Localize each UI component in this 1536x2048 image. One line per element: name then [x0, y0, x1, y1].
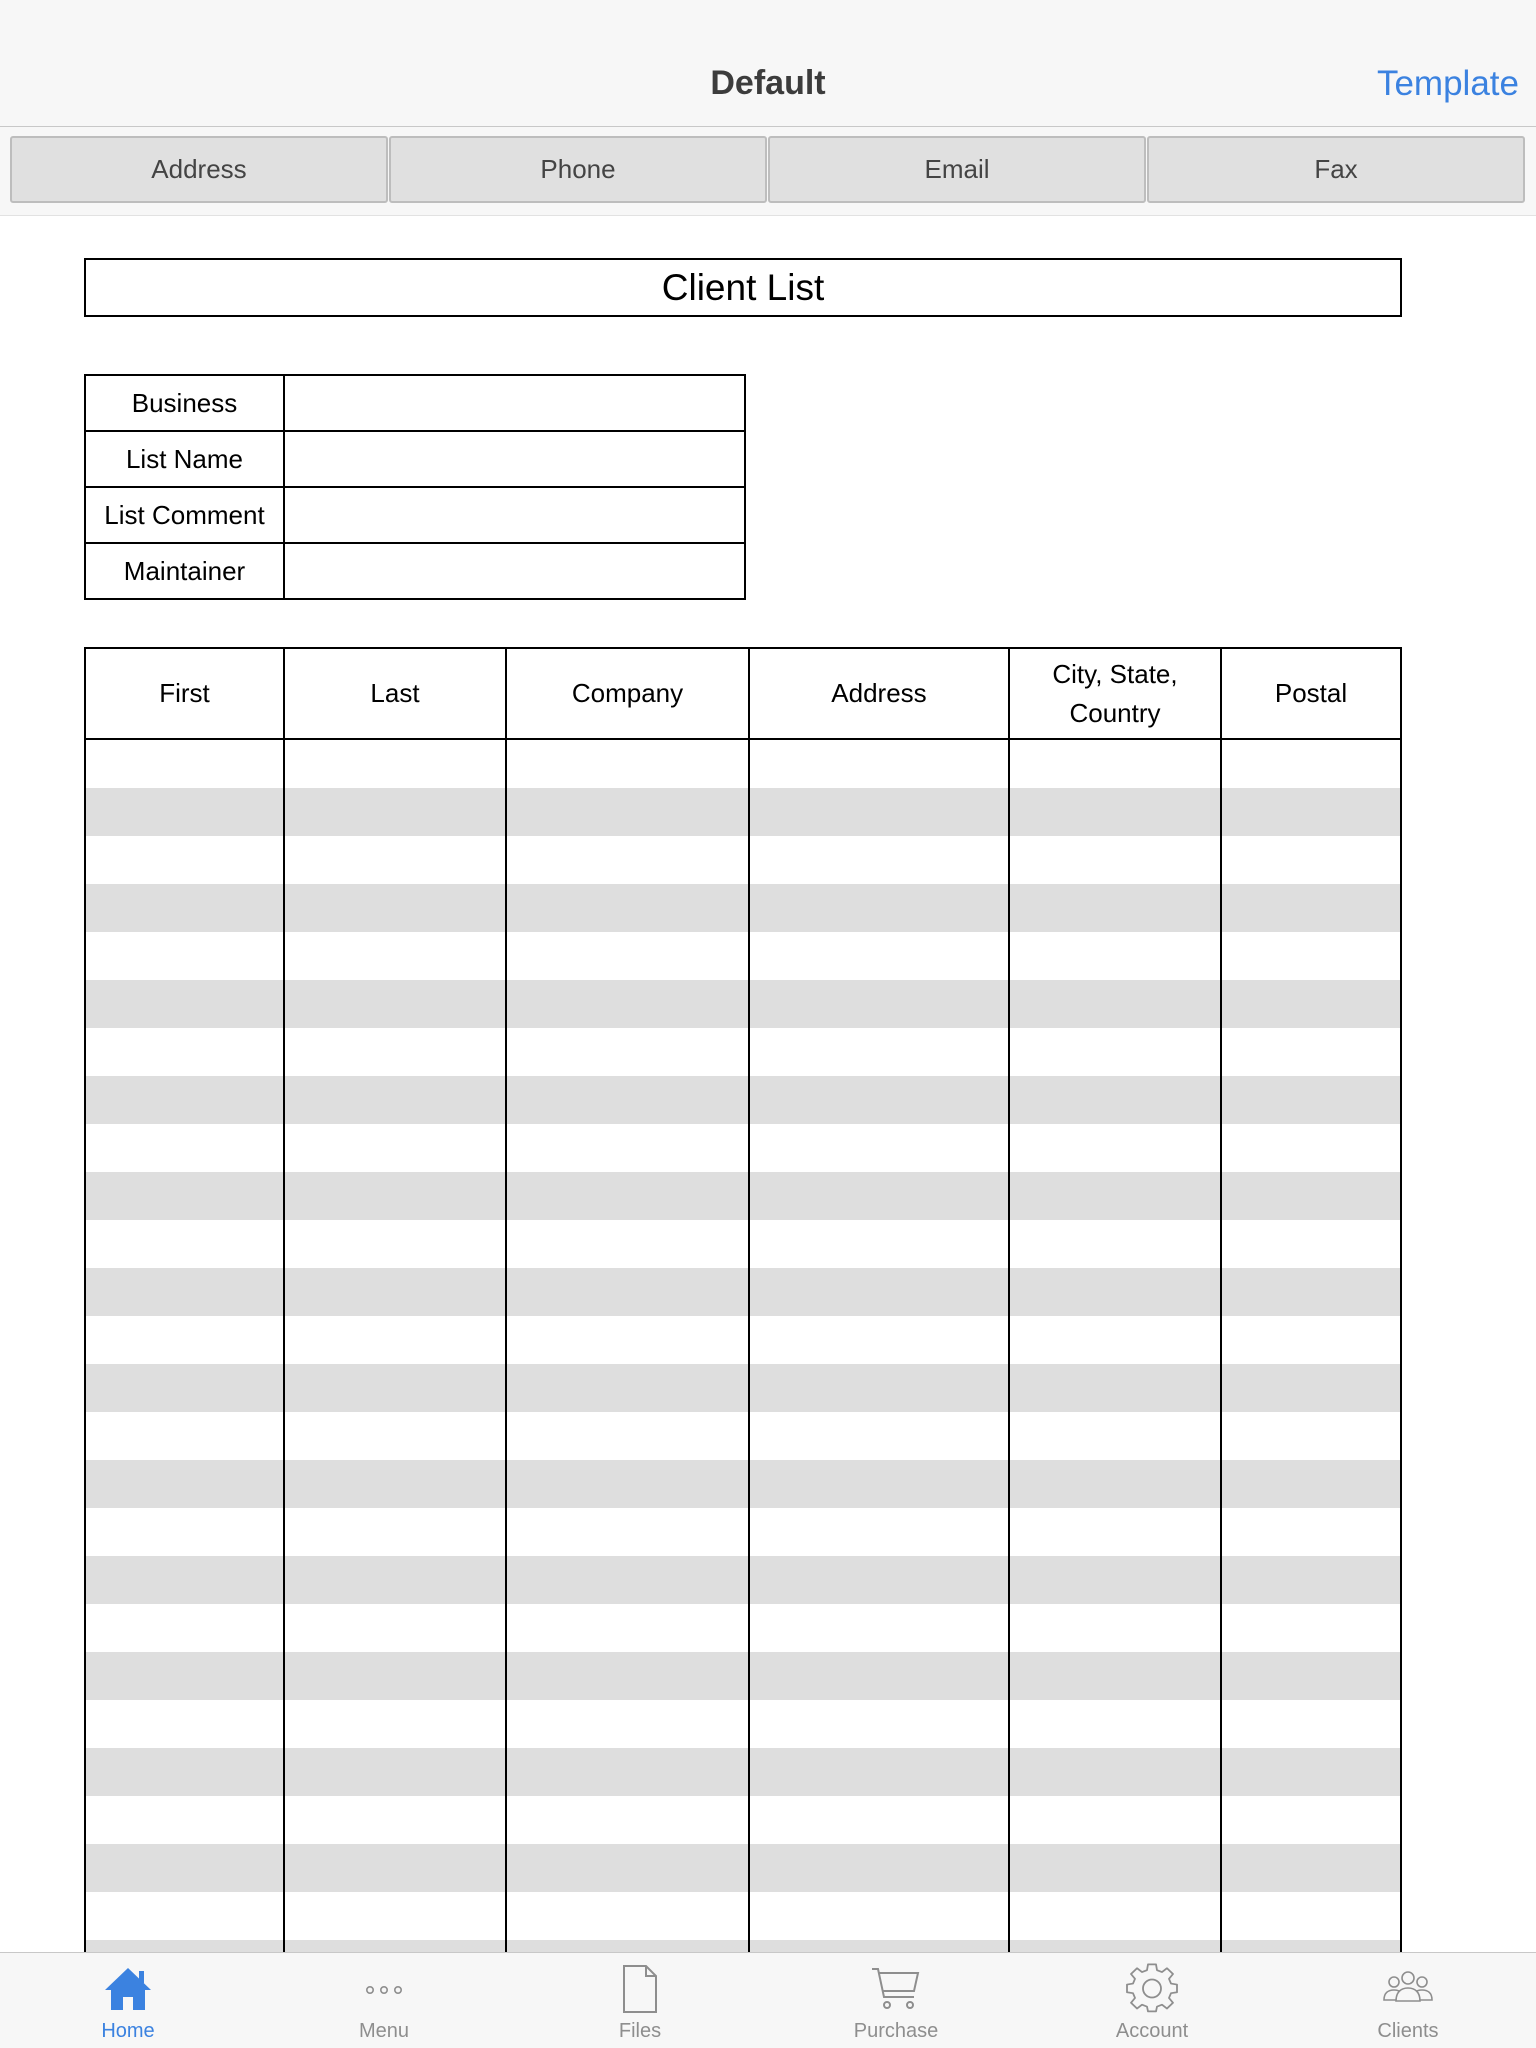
cart-icon: [870, 1963, 922, 2015]
file-icon: [614, 1963, 666, 2015]
list-comment-label: List Comment: [85, 487, 284, 543]
more-icon: [358, 1963, 410, 2015]
business-label: Business: [85, 375, 284, 431]
email-segment-button[interactable]: Email: [768, 136, 1146, 203]
column-header-postal: Postal: [1274, 678, 1348, 708]
column-divider: [283, 649, 285, 1952]
info-row: [85, 375, 745, 431]
tab-account[interactable]: [1024, 1953, 1280, 2048]
users-icon: [1382, 1963, 1434, 2015]
tab-home[interactable]: [0, 1953, 256, 2048]
list-name-label: List Name: [85, 431, 284, 487]
tab-label: Purchase: [853, 2020, 939, 2042]
column-divider: [748, 649, 750, 1952]
list-comment-field[interactable]: [284, 487, 745, 543]
info-table: [84, 374, 746, 600]
column-header-first: First: [159, 678, 210, 708]
column-divider: [1220, 649, 1222, 1952]
maintainer-field[interactable]: [284, 543, 745, 599]
tab-label: Clients: [1377, 2020, 1439, 2042]
column-header-address: Address: [831, 678, 927, 708]
tab-files[interactable]: [512, 1953, 768, 2048]
tab-purchase[interactable]: [768, 1953, 1024, 2048]
business-field[interactable]: [284, 375, 745, 431]
tab-label: Account: [1115, 2020, 1189, 2042]
info-row: [85, 487, 745, 543]
phone-segment-button[interactable]: Phone: [389, 136, 767, 203]
tab-label: Menu: [358, 2020, 410, 2042]
fax-segment-button[interactable]: Fax: [1147, 136, 1525, 203]
address-segment-button[interactable]: Address: [10, 136, 388, 203]
segment-bar: [0, 127, 1536, 216]
tab-label: Files: [618, 2020, 662, 2042]
column-header-company: Company: [571, 678, 684, 708]
tab-label: Home: [101, 2020, 155, 2042]
column-header-city-state-country: City, State, Country: [1052, 658, 1178, 728]
column-header-last: Last: [370, 678, 420, 708]
home-icon: [102, 1963, 154, 2015]
column-divider: [1008, 649, 1010, 1952]
column-divider: [505, 649, 507, 1952]
info-row: [85, 543, 745, 599]
tab-bar: [0, 1952, 1536, 2048]
info-row: [85, 431, 745, 487]
tab-menu[interactable]: [256, 1953, 512, 2048]
tab-clients[interactable]: [1280, 1953, 1536, 2048]
list-name-field[interactable]: [284, 431, 745, 487]
nav-title: Default: [710, 64, 826, 102]
navigation-bar: [0, 0, 1536, 127]
client-table[interactable]: [84, 647, 1402, 1952]
maintainer-label: Maintainer: [85, 543, 284, 599]
template-button[interactable]: Template: [1376, 64, 1519, 103]
document-title: Client List: [84, 258, 1402, 317]
gear-icon: [1126, 1963, 1178, 2015]
